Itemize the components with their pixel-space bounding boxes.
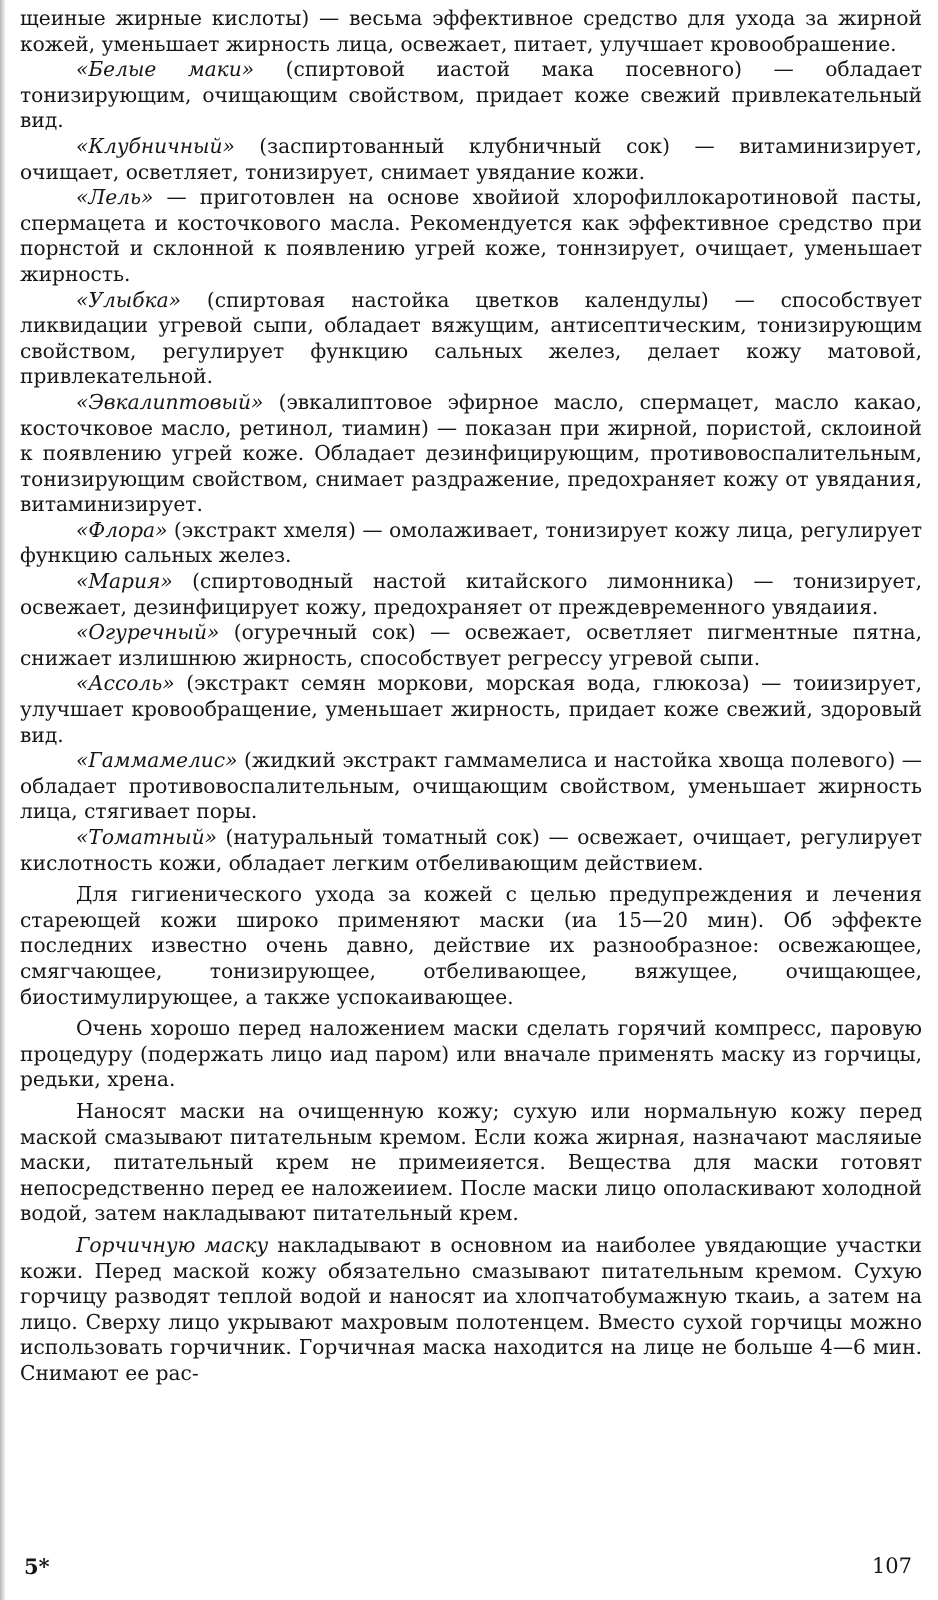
paragraph-text: (спиртовая настойка цветков календулы) — способствует ликвидации угревой сыпи, обладает вяжущим, антисептическим, тонизирующим свойством, регулирует функцию сальных желез, делает кожу матовой, привлекательной. [20, 287, 922, 389]
paragraph-applying [20, 1099, 922, 1227]
paragraph-klubnichny [20, 134, 922, 185]
paragraph-text: (натуральный томатный сок) — освежает, очищает, регулирует кислотность кожи, обладает легким отбеливающим действием. [20, 825, 922, 875]
paragraph-text: Наносят маски на очищенную кожу; сухую или нормальную кожу перед маской смазывают питательным кремом. Если кожа жирная, назначают масляиые маски, питательный крем не примеияется. Вещества для маски готовят непосредственно перед ее наложеиием. После маски лицо ополаскивают холодной водой, затем накладывают питательный крем. [20, 1098, 922, 1226]
page-number: 107 [871, 1554, 912, 1578]
paragraph-lel [20, 185, 922, 287]
paragraph-mustard [20, 1233, 922, 1387]
paragraph-ulybka [20, 288, 922, 390]
paragraph-text: (жидкий экстракт гаммамелиса и настойка хвоща полевого) — обладает противовоспалительным, очищающим свойством, уменьшает жирность лица, стягивает поры. [20, 748, 922, 824]
paragraph-evkaliptovy [20, 390, 922, 518]
paragraph-text: (заспиртованный клубничный сок) — витаминизирует, очищает, осветляет, тонизирует, снимает увядание кожи. [20, 133, 922, 184]
paragraph-text: щеиные жирные кислоты) — весьма эффективное средство для ухода за жирной кожей, уменьшает жирность лица, освежает, питает, улучшает кровообрашение. [20, 6, 922, 56]
paragraph-text: (спиртовой иастой мака посевного) — обладает тонизирующим, очищающим свойством, придает коже свежий привлекательный вид. [20, 57, 922, 133]
product-name: «Клубничный» [76, 133, 235, 158]
product-name: «Улыбка» [76, 287, 181, 312]
paragraph-ogurechny [20, 620, 922, 671]
paragraph-tomatny [20, 825, 922, 876]
body-text [20, 6, 922, 1386]
paragraph-flora [20, 518, 922, 569]
product-name: «Мария» [76, 569, 173, 594]
paragraph-text: Для гигиенического ухода за кожей с целью предупреждения и лечения стареющей кожи широко применяют маски (иа 15—20 мин). Об эффекте последних известно очень давно, действие их разнообразное: освежающее, смягчающее, тонизирующее, отбеливающее, вяжущее, очищающее, биостимулирующее, а также успокаивающее. [20, 882, 922, 1009]
product-name: «Гаммамелис» [76, 748, 238, 773]
product-name: «Огуречный» [76, 620, 220, 645]
product-name: «Томатный» [76, 825, 217, 849]
paragraph-text: накладывают в основном иа наиболее увядающие участки кожи. Перед маской кожу обязательно смазывают питательным кремом. Сухую горчицу разводят теплой водой и наносят иа хлопчатобумажную ткаиь, а затем на лицо. Сверху лицо укрывают махровым полотенцем. Вместо сухой горчицы можно использовать горчичник. Горчичная маска находится на лице не больше 4—6 мин. Снимают ее рас- [20, 1232, 922, 1385]
signature-mark: 5* [24, 1554, 50, 1579]
page-spine-shadow [0, 0, 6, 1600]
product-name: «Лель» [76, 185, 154, 210]
paragraph-text: (экстракт семян моркови, морская вода, глюкоза) — тоиизирует, улучшает кровообращение, уменьшает жирность, придает коже свежий, здоровый вид. [20, 671, 922, 747]
paragraph-gammamelis [20, 748, 922, 825]
paragraph-assol [20, 671, 922, 748]
product-name: «Флора» [76, 517, 168, 542]
paragraph-compress [20, 1016, 922, 1093]
italic-term: Горчичную маску [76, 1232, 269, 1257]
product-name: «Ассоль» [76, 671, 175, 696]
product-name: «Эвкалиптовый» [76, 389, 264, 414]
paragraph-text: (огуречный сок) — освежает, осветляет пигментные пятна, снижает излишнюю жирность, способствует регрессу угревой сыпи. [20, 620, 922, 670]
paragraph-mariya [20, 569, 922, 620]
paragraph-acids [20, 6, 922, 57]
page-footer [24, 1554, 912, 1579]
paragraph-text: (эвкалиптовое эфирное масло, спермацет, масло какао, косточковое масло, ретинол, тиамин) — показан при жирной, пористой, склоиной к появлению угрей коже. Обладает дезинфицирующим, противовоспалительным, тонизирующим свойством, снимает раздражение, предохраняет кожу от увядания, витаминизирует. [20, 389, 922, 517]
paragraph-text: (экстракт хмеля) — омолаживает, тонизирует кожу лица, регулирует функцию сальных желез. [20, 517, 922, 568]
paragraph-belye-maki [20, 57, 922, 134]
paragraph-text: — приготовлен на основе хвойиой хлорофиллокаротиновой пасты, спермацета и косточкового масла. Рекомендуется как эффективное средство при порнстой и склонной к появлению угрей коже, тоннзирует, очищает, уменьшает жирность. [20, 185, 922, 286]
product-name: «Белые маки» [76, 57, 255, 82]
paragraph-masks-intro [20, 882, 922, 1010]
paragraph-text: (спиртоводный настой китайского лимонника) — тонизирует, освежает, дезинфицирует кожу, предохраняет от преждевременного увядаиия. [20, 569, 922, 619]
paragraph-text: Очень хорошо перед наложением маски сделать горячий компресс, паровую процедуру (подержать лицо иад паром) или вначале применять маску из горчицы, редьки, хрена. [20, 1016, 922, 1092]
